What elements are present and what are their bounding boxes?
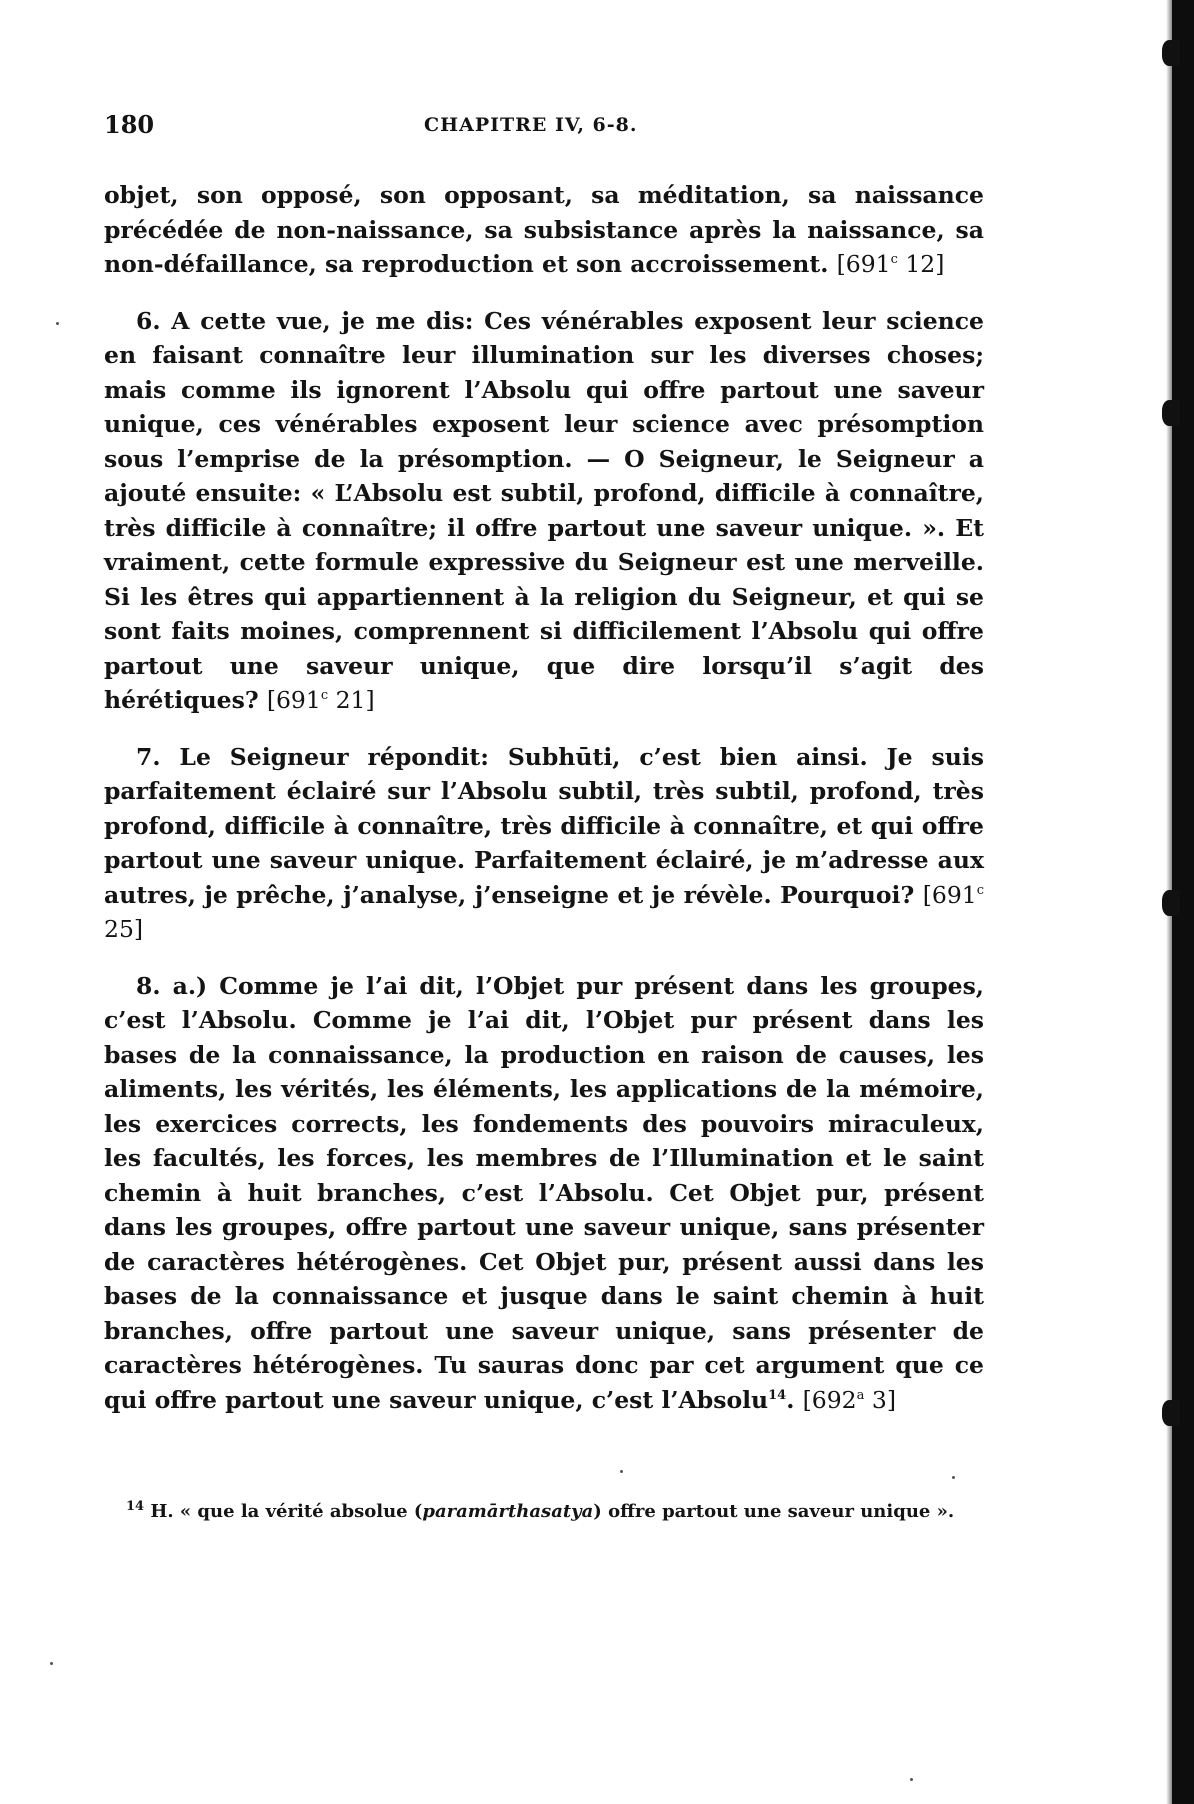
paragraph-7 — [104, 740, 984, 947]
body-text — [104, 178, 984, 1417]
footnote-term: paramārthasatya — [422, 1501, 594, 1522]
running-head: CHAPITRE IV, 6-8. — [424, 114, 638, 136]
footnote-marker: 14 — [768, 1387, 787, 1403]
footnote: $^{14}$ H. « que la vérité absolue (paramārthasatya) offre partout une saveur unique ». — [126, 1499, 955, 1522]
paragraph-continuation — [104, 178, 984, 282]
edge-clip-mark — [1162, 400, 1180, 426]
edge-clip-mark — [1162, 1400, 1180, 1426]
paragraph-8: 8. a.) Comme je l’ai dit, l’Objet pur présent dans les groupes, c’est l’Absolu. Comme je l’ai dit, l’Objet pur présent dans les bases de la connaissance, la production en raison de causes, les aliments, les vérités, les éléments, les applications de la mémoire, les exercices corrects, les fondements des pouvoirs miraculeux, les facultés, les forces, les membres de l’Illumination et le saint chemin à huit branches, c’est l’Absolu. Cet Objet pur, présent dans les groupes, offre partout une saveur unique, sans présenter de caractères hétérogènes. Cet Objet pur, présent aussi dans les bases de la connaissance et jusque dans le saint chemin à huit branches, offre partout une saveur unique, sans présenter de caractères hétérogènes. Tu sauras donc par cet argument que ce qui offre partout une saveur unique, c’est l’Absolu$^{14}$. [692$^a$ 3] — [104, 971, 984, 1414]
edge-clip-mark — [1162, 890, 1180, 916]
edge-clip-mark — [1162, 40, 1180, 66]
page-number: 180 — [104, 110, 155, 139]
scan-speck — [56, 322, 59, 325]
scan-speck — [952, 1476, 955, 1479]
scan-speck — [910, 1778, 913, 1781]
paragraph-text: 7. Le Seigneur répondit: Subhūti, c’est bien ainsi. Je suis parfaitement éclairé sur l’Absolu subtil, très subtil, profond, très profond, difficile à connaître, très difficile à connaître, et qui offre partout une saveur unique. Parfaitement éclairé, je m’adresse aux autres, je prêche, j’analyse, j’enseigne et je révèle. Pourquoi? — [104, 742, 984, 909]
paragraph-text: objet, son opposé, son opposant, sa méditation, sa naissance précédée de non-naissance, sa subsistance après la naissance, sa non-défaillance, sa reproduction et son accroissement. — [104, 181, 984, 278]
page-header — [104, 110, 980, 144]
scan-speck — [620, 1470, 623, 1473]
paragraph-text: 6. A cette vue, je me dis: Ces vénérables exposent leur science en faisant connaître leur illumination sur les diverses choses; mais comme ils ignorent l’Absolu qui offre partout une saveur unique, ces vénérables exposent leur science avec présomption sous l’emprise de la présomption. — O Seigneur, le Seigneur a ajouté ensuite: « L’Absolu est subtil, profond, difficile à connaître, très difficile à connaître; il offre partout une saveur unique. ». Et vraiment, cette formule expressive du Seigneur est une merveille. Si les êtres qui appartiennent à la religion du Seigneur, et qui se sont faits moines, comprennent si difficilement l’Absolu qui offre partout une saveur unique, que dire lorsqu’il s’agit des hérétiques? — [104, 306, 984, 714]
page-reference: [691$^c$ 12] — [836, 250, 945, 278]
scan-speck — [50, 1662, 53, 1665]
paragraph-text: 8. a.) Comme je l’ai dit, l’Objet pur présent dans les groupes, c’est l’Absolu. Comme je l’ai dit, l’Objet pur présent dans les bases de la connaissance, la production en raison de causes, les aliments, les vérités, les éléments, les applications de la mémoire, les exercices corrects, les fondements des pouvoirs miraculeux, les facultés, les forces, les membres de l’Illumination et le saint chemin à huit branches, c’est l’Absolu. Cet Objet pur, présent dans les groupes, offre partout une saveur unique, sans présenter de caractères hétérogènes. Cet Objet pur, présent aussi dans les bases de la connaissance et jusque dans le saint chemin à huit branches, offre partout une saveur unique, sans présenter de caractères hétérogènes. Tu sauras donc par cet argument que ce qui offre partout une saveur unique, c’est l’Absolu — [104, 971, 984, 1414]
footnote-number: 14 — [126, 1499, 145, 1514]
page-reference: [691$^c$ 21] — [266, 686, 375, 714]
page-reference: [692$^a$ 3] — [802, 1385, 896, 1414]
paragraph-6 — [104, 304, 984, 718]
page-reference: [691$^c$ 25] — [104, 880, 985, 943]
